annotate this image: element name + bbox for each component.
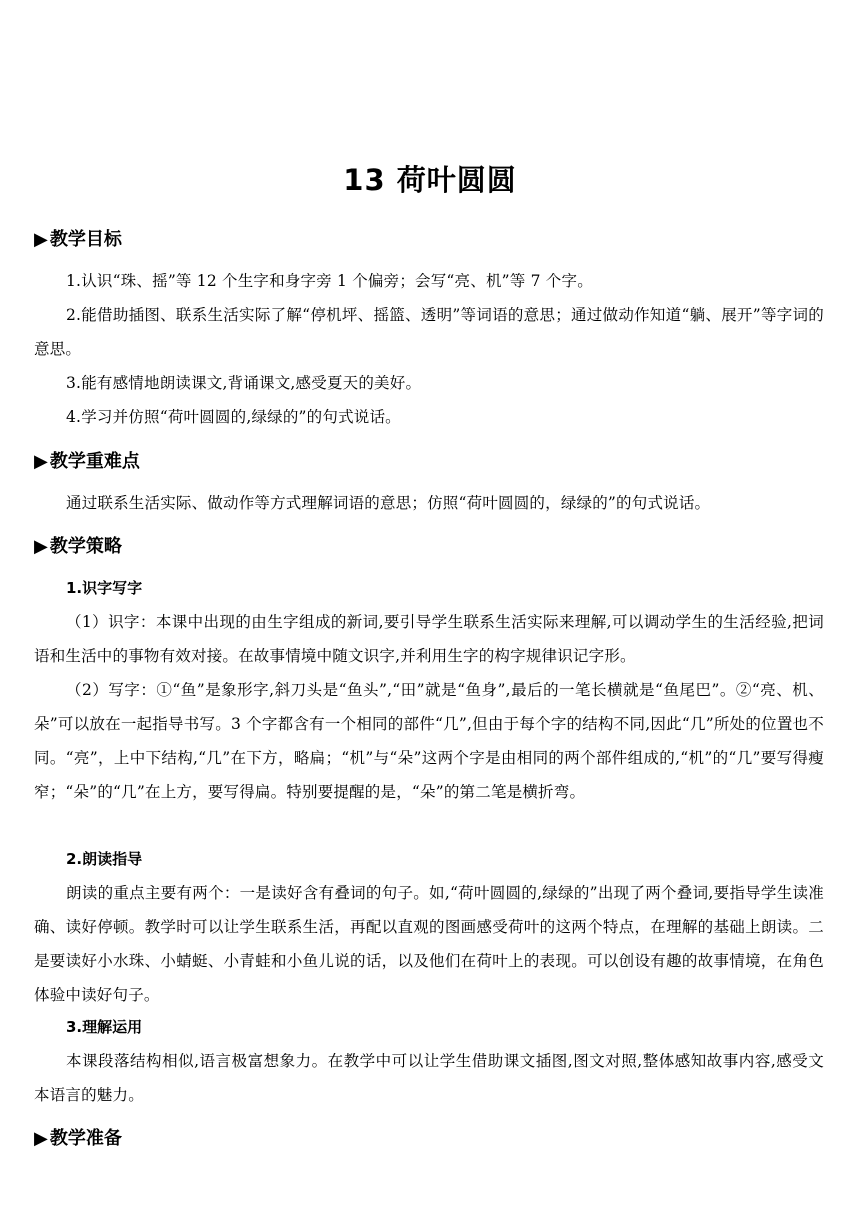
goal-item-4: 4.学习并仿照“荷叶圆圆的,绿绿的”的句式说话。 xyxy=(66,408,401,426)
reading-paragraph: 朗读的重点主要有两个：一是读好含有叠词的句子。如,“荷叶圆圆的,绿绿的”出现了两个叠词,要指导学生读准确、读好停顿。教学时可以让学生联系生活，再配以直观的图画感受荷叶的这两个特点，在理解的基础上朗读。二是要读好小水珠、小蜻蜓、小青蛙和小鱼儿说的话，以及他们在荷叶上的表现。可以创设有趣的故事情境，在角色体验中读好句子。 xyxy=(34,884,824,1004)
triangle-marker-icon: ▶ xyxy=(34,536,48,557)
triangle-marker-icon: ▶ xyxy=(34,229,48,250)
literacy-paragraph-1: （1）识字：本课中出现的由生字组成的新词,要引导学生联系生活实际来理解,可以调动学生的生活经验,把词语和生活中的事物有效对接。在故事情境中随文识字,并利用生字的构字规律识记字形。 xyxy=(34,613,824,665)
section-heading-text: 教学重难点 xyxy=(49,451,140,472)
section-heading-text: 教学目标 xyxy=(49,229,122,250)
subsection-title-literacy: 1.识字写字 xyxy=(66,579,143,597)
triangle-marker-icon: ▶ xyxy=(34,1128,48,1149)
triangle-marker-icon: ▶ xyxy=(34,451,48,472)
section-heading-prep xyxy=(34,1124,122,1150)
section-heading-key-points xyxy=(34,447,140,473)
goal-item-3: 3.能有感情地朗读课文,背诵课文,感受夏天的美好。 xyxy=(66,374,422,392)
subsection-title-reading: 2.朗读指导 xyxy=(66,850,143,868)
subsection-title-application: 3.理解运用 xyxy=(66,1018,143,1036)
application-paragraph: 本课段落结构相似,语言极富想象力。在教学中可以让学生借助课文插图,图文对照,整体感知故事内容,感受文本语言的魅力。 xyxy=(34,1052,824,1104)
section-heading-goals xyxy=(34,225,122,251)
section-heading-text: 教学策略 xyxy=(49,536,122,557)
section-heading-text: 教学准备 xyxy=(49,1128,122,1149)
section-heading-strategy xyxy=(34,532,122,558)
goal-item-2: 2.能借助插图、联系生活实际了解“停机坪、摇篮、透明”等词语的意思；通过做动作知道“躺、展开”等字词的意思。 xyxy=(34,306,824,358)
goal-item-1: 1.认识“珠、摇”等 12 个生字和身字旁 1 个偏旁；会写“亮、机”等 7 个字。 xyxy=(66,272,593,290)
page-title: 13 荷叶圆圆 xyxy=(343,163,517,197)
key-points-text: 通过联系生活实际、做动作等方式理解词语的意思；仿照“荷叶圆圆的，绿绿的”的句式说话。 xyxy=(66,494,711,512)
literacy-paragraph-2: （2）写字：①“鱼”是象形字,斜刀头是“鱼头”,“田”就是“鱼身”,最后的一笔长横就是“鱼尾巴”。②“亮、机、朵”可以放在一起指导书写。3 个字都含有一个相同的部件“几”,但由于每个字的结构不同,因此“几”所处的位置也不同。“亮”，上中下结构,“几”在下方，略扁；“机”与“朵”这两个字是由相同的两个部件组成的,“机”的“几”要写得瘦窄；“朵”的“几”在上方，要写得扁。特别要提醒的是，“朵”的第二笔是横折弯。 xyxy=(34,681,824,801)
